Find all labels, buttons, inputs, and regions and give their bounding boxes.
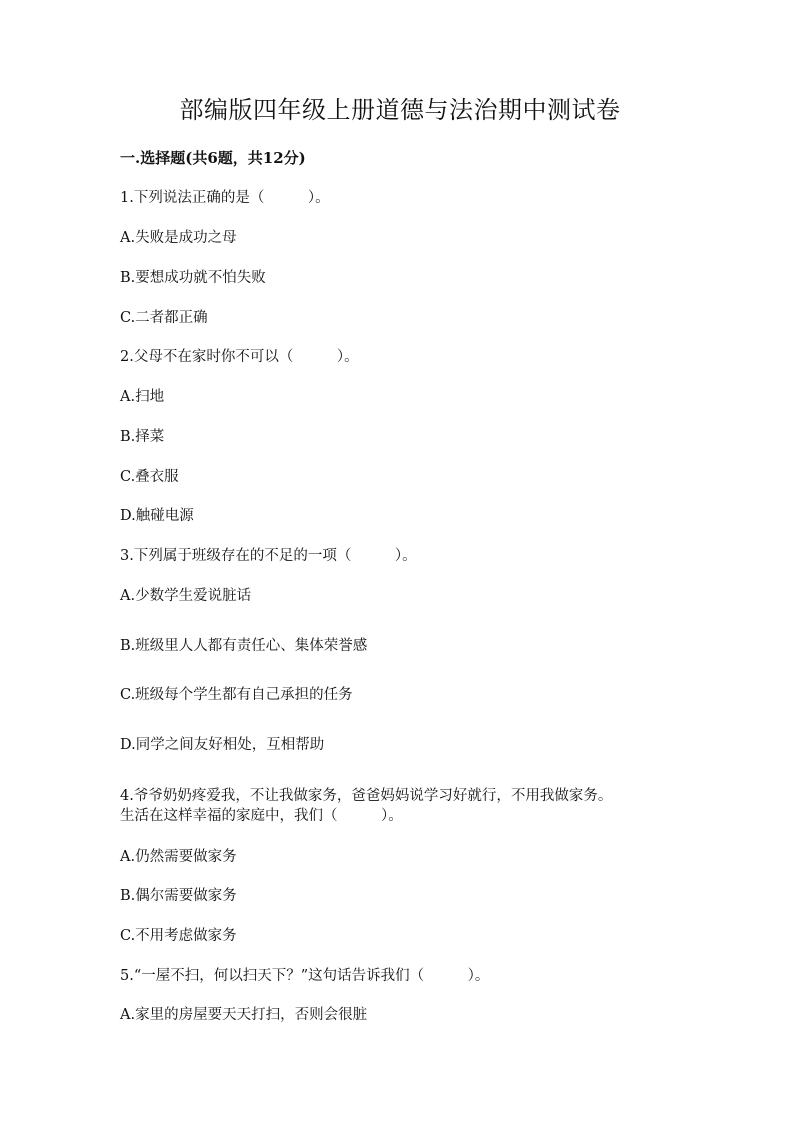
- question-2-option-a: A.扫地: [120, 389, 165, 405]
- question-4-stem-line-1: 4.爷爷奶奶疼爱我，不让我做家务，爸爸妈妈说学习好就行，不用我做家务。: [120, 788, 613, 804]
- question-1-stem: 1.下列说法正确的是（ ）。: [120, 190, 330, 206]
- question-3-stem: 3.下列属于班级存在的不足的一项（ ）。: [120, 548, 417, 564]
- question-4-option-b: B.偶尔需要做家务: [120, 888, 237, 904]
- page-title: 部编版四年级上册道德与法治期中测试卷: [179, 96, 621, 124]
- question-2-option-d: D.触碰电源: [120, 508, 194, 524]
- question-4-stem-line-2: 生活在这样幸福的家庭中，我们（ ）。: [120, 808, 403, 824]
- question-3-option-b: B.班级里人人都有责任心、集体荣誉感: [120, 638, 368, 654]
- question-3-option-d: D.同学之间友好相处，互相帮助: [120, 737, 325, 753]
- question-4-option-c: C.不用考虑做家务: [120, 928, 237, 944]
- question-1-option-a: A.失败是成功之母: [120, 230, 237, 246]
- question-5-option-a: A.家里的房屋要天天打扫，否则会很脏: [120, 1007, 368, 1023]
- question-2-option-c: C.叠衣服: [120, 469, 179, 485]
- question-3-option-a: A.少数学生爱说脏话: [120, 588, 252, 604]
- section-heading: 一.选择题(共6题，共12分): [120, 149, 306, 167]
- question-2-stem: 2.父母不在家时你不可以（ ）。: [120, 349, 359, 365]
- question-5-stem: 5.“一屋不扫，何以扫天下？”这句话告诉我们（ ）。: [120, 968, 490, 984]
- question-1-option-b: B.要想成功就不怕失败: [120, 270, 266, 286]
- question-4-option-a: A.仍然需要做家务: [120, 849, 237, 865]
- question-2-option-b: B.择菜: [120, 429, 165, 445]
- question-3-option-c: C.班级每个学生都有自己承担的任务: [120, 687, 353, 703]
- question-1-option-c: C.二者都正确: [120, 310, 208, 326]
